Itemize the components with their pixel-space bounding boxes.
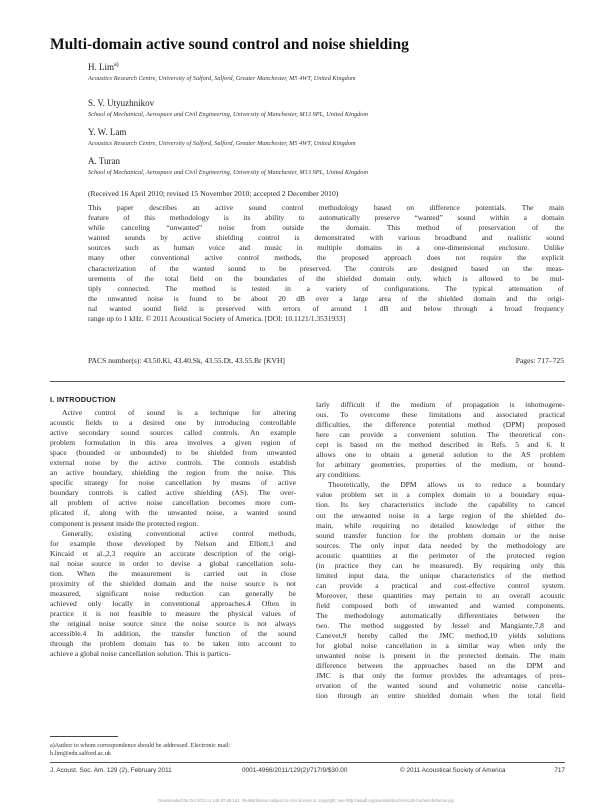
text-line: h.lim@edu.salford.ac.uk bbox=[50, 750, 112, 757]
text-line: tion. When the measurement is carried out in close bbox=[50, 568, 296, 578]
author-name: H. Lim$^{a)}$ bbox=[88, 62, 119, 72]
text-line: tiply connected. The method is tested in a variety of configurations. The typical attenuation of bbox=[88, 283, 564, 293]
text-line: (in practice they can be measured). By requiring only this bbox=[316, 560, 565, 570]
section-heading: I. INTRODUCTION bbox=[50, 395, 116, 404]
text-line: all problem of active noise cancellation becomes more com- bbox=[50, 498, 296, 508]
author-name: S. V. Utyuzhnikov bbox=[88, 98, 155, 108]
text-line: active secondary sound sources called controls. An example bbox=[50, 428, 296, 438]
text-line: while canceling “unwanted” noise from outside the domain. This method of preservation of the bbox=[88, 223, 564, 233]
text-line: sources. The only input data needed by the methodology are bbox=[316, 540, 565, 550]
text-line: The methodology automatically differentiates between the bbox=[316, 610, 565, 620]
text-line: here can provide a convenient solution. The theoretical con- bbox=[316, 430, 565, 440]
text-line: ous. To overcome these limitations and associated practical bbox=[316, 410, 565, 420]
body-column-right bbox=[316, 400, 565, 701]
author-name: A. Turan bbox=[88, 156, 121, 166]
text-line: for example those developed by Nelson and Elliott,1 and bbox=[50, 538, 296, 548]
author-affiliation: School of Mechanical, Aerospace and Civil Engineering, University of Manchester, M13 9PL, United Kingdom bbox=[88, 111, 368, 118]
text-line: for global noise cancellation in a similar way when only the bbox=[316, 641, 565, 651]
footnote-rule bbox=[50, 736, 118, 737]
text-line: difficulties, the difference potential method (DPM) proposed bbox=[316, 420, 565, 430]
text-line: ary conditions. bbox=[316, 470, 361, 480]
text-line: ervation of the wanted sound and volumetric noise cancella- bbox=[316, 681, 565, 691]
text-line: an active boundary, shielding the region from the noise. This bbox=[50, 468, 296, 478]
text-line: acoustic quantities at the perimeter of the protected region bbox=[316, 550, 565, 560]
download-notice: Downloaded 06 Oct 2011 to 146.87.65.141. Redistribution subject to ASA license or copyright; see http://asadl.org/journals/doc/ASALIB-home/info/terms.jsp bbox=[158, 798, 454, 803]
text-line: a)Author to whom correspondence should be addressed. Electronic mail: bbox=[50, 742, 231, 749]
text-line: sound transfer function for the problem domain or the noise bbox=[316, 530, 565, 540]
text-line: tion. Its key characteristics include the capability to cancel bbox=[316, 500, 565, 510]
footnote bbox=[50, 742, 296, 758]
body-column-left bbox=[50, 408, 296, 659]
paper-title: Multi-domain active sound control and noise shielding bbox=[50, 36, 409, 53]
section-divider bbox=[50, 381, 565, 382]
text-line: plicated if, along with the unwanted noise, a wanted sound bbox=[50, 508, 296, 518]
text-line: external noise by the active controls. The controls establish bbox=[50, 458, 296, 468]
text-line: Theoretically, the DPM allows us to reduce a boundary bbox=[328, 480, 565, 490]
text-line: limited input data, the unique characteristics of the method bbox=[316, 570, 565, 580]
text-line: two. The method suggested by Jessel and Mangiante,7,8 and bbox=[316, 621, 565, 631]
text-line: accessible.4 In addition, the transfer function of the sound bbox=[50, 629, 296, 639]
text-line: Generally, existing conventional active control methods, bbox=[62, 528, 296, 538]
text-line: nal noise source in order to devise a global cancellation solu- bbox=[50, 558, 296, 568]
text-line: achieve a global noise cancellation solution. This is particu- bbox=[50, 649, 231, 659]
text-line: sources such as human voice and music in multiple domains in a one-dimensional enclosure. Unlike bbox=[88, 243, 564, 253]
text-line: achieved only locally in conventional approaches.4 Often in bbox=[50, 598, 296, 608]
text-line: range up to 1 kHz. © 2011 Acoustical Society of America. [DOI: 10.1121/1.3531933] bbox=[88, 314, 346, 324]
text-line: nal wanted sound field is preserved with errors of around 1 dB and below through a broad frequency bbox=[88, 303, 564, 313]
journal-citation: J. Acoust. Soc. Am. 129 (2), February 2011 bbox=[50, 767, 172, 774]
author-affiliation: Acoustics Research Centre, University of Salford, Salford, Greater Manchester, M5 4WT, United Kingdom bbox=[88, 75, 356, 82]
pacs-numbers: PACS number(s): 43.50.Ki, 43.40.Sk, 43.55.Dt, 43.55.Br [KVH] bbox=[88, 356, 285, 365]
author-affiliation: School of Mechanical, Aerospace and Civil Engineering, University of Manchester, M13 9PL, United Kingdom bbox=[88, 169, 368, 176]
text-line: through the problem domain has to be taken into account to bbox=[50, 639, 296, 649]
text-line: specific strategy for noise cancellation by means of active bbox=[50, 478, 296, 488]
text-line: Active control of sound is a technique for altering bbox=[62, 408, 296, 417]
text-line: characterization of the wanted sound to be preserved. The controls are designed based on the meas- bbox=[88, 263, 564, 273]
text-line: boundary controls is called active shielding (AS). The over- bbox=[50, 488, 296, 498]
article-code: 0001-4966/2011/129(2)/717/9/$30.00 bbox=[242, 767, 348, 774]
author-affiliation: Acoustics Research Centre, University of Salford, Salford, Greater Manchester, M5 4WT, United Kingdom bbox=[88, 140, 356, 147]
text-line: unwanted noise is present in the protected domain. The main bbox=[316, 651, 565, 661]
text-line: the unwanted noise is found to be about 20 dB over a large area of the shielded domain and the origi- bbox=[88, 293, 564, 303]
pacs-line bbox=[88, 356, 564, 365]
text-line: component is present inside the protected region. bbox=[50, 518, 199, 528]
page-range: Pages: 717–725 bbox=[515, 356, 564, 365]
text-line: larly difficult if the medium of propagation is inhomogene- bbox=[316, 400, 565, 409]
text-line: This paper describes an active sound control methodology based on difference potentials. The main bbox=[88, 203, 564, 212]
text-line: measured, significant noise reduction can generally be bbox=[50, 588, 296, 598]
author-name: Y. W. Lam bbox=[88, 127, 127, 137]
text-line: many other conventional active control methods, the proposed approach does not require the explicit bbox=[88, 253, 564, 263]
text-line: the original noise source since the noise source is not always bbox=[50, 618, 296, 628]
text-line: cept is based on the method described in Refs. 5 and 6. It bbox=[316, 440, 565, 450]
text-line: field composed both of unwanted and wanted components. bbox=[316, 600, 565, 610]
text-line: tion through an entire shielded domain when the total field bbox=[316, 691, 565, 701]
received-dates: (Received 16 April 2010; revised 15 November 2010; accepted 2 December 2010) bbox=[88, 189, 339, 198]
text-line: can provide a practical and cost-effective control system. bbox=[316, 580, 565, 590]
text-line: practice it is not feasible to measure the physical values of bbox=[50, 608, 296, 618]
text-line: allows one to obtain a general solution to the AS problem bbox=[316, 450, 565, 460]
footer-divider bbox=[50, 762, 565, 763]
text-line: acoustic fields to a desired one by introducing controllable bbox=[50, 418, 296, 428]
text-line: proximity of the shielded domain and the noise source is not bbox=[50, 578, 296, 588]
text-line: difference between the approaches based on the DPM and bbox=[316, 661, 565, 671]
text-line: Kincaid et al.,2,3 require an accurate description of the origi- bbox=[50, 548, 296, 558]
text-line: for arbitrary geometries, properties of the medium, or bound- bbox=[316, 460, 565, 470]
text-line: space (bounded or unbounded) to be shielded from unwanted bbox=[50, 448, 296, 458]
text-line: feature of this methodology is its ability to automatically preserve “wanted” sound within a domain bbox=[88, 213, 564, 223]
text-line: value problem set in a complex domain to a boundary equa- bbox=[316, 490, 565, 500]
abstract bbox=[88, 203, 564, 324]
text-line: wanted sounds by active shielding control is demonstrated with various broadband and realistic sound bbox=[88, 233, 564, 243]
text-line: urements of the total field on the boundaries of the shielded domain only, which is allowed to be mul- bbox=[88, 273, 564, 283]
copyright: © 2011 Acoustical Society of America bbox=[400, 767, 506, 774]
text-line: problem formulation in this area involves a given region of bbox=[50, 438, 296, 448]
text-line: Moreover, these quantities may pertain to an overall acoustic bbox=[316, 590, 565, 600]
text-line: JMC is that only the former provides the advantages of pres- bbox=[316, 671, 565, 681]
page-number: 717 bbox=[554, 767, 565, 774]
text-line: main, while requiring no detailed knowledge of either the bbox=[316, 520, 565, 530]
text-line: out the unwanted noise in a large region of the shielded do- bbox=[316, 510, 565, 520]
text-line: Canevet,9 hereby called the JMC method,10 yields solutions bbox=[316, 631, 565, 641]
